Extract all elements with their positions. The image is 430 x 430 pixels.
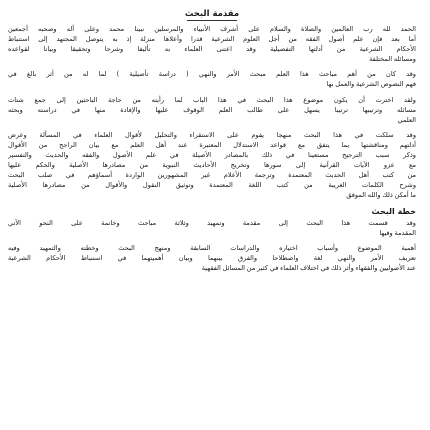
title-underline	[187, 20, 237, 21]
intro-section	[8, 24, 416, 201]
paragraph	[8, 24, 416, 64]
text-line: مع عزو الآيات القرآنية إلى سورها وتخريج الأحاديث النبوية من مصادرها الأصلية والحكم عليها	[8, 161, 416, 170]
text-line: أهمية الموضوع وأسباب اختياره والدراسات السابقة ومنهج البحث وخطته والتمهيد وفيه	[8, 243, 416, 252]
text-line: وذكر سبب الترجيح مستعينا في ذلك بالمصادر الأصيلة في علم الأصول والفقه والحديث والتفسير	[8, 151, 416, 160]
text-line: العلمي	[397, 115, 416, 124]
text-line: المقدمة وفيها	[379, 228, 416, 237]
text-line: أدلتهم ومناقشتها بما يتفق مع قواعد الاستدلال المعتبرة عند أهل العلم مع بيان الراجح من الأقوال	[8, 140, 416, 149]
text-line: وقد كان من أهم مباحث هذا العلم مبحث الأمر والنهي ( دراسة تأصيلية ) لما له من أثر بالغ في	[8, 70, 416, 79]
page-title: مقدمة البحث	[184, 9, 240, 19]
text-line: ومسائله المختلفة	[369, 55, 416, 64]
text-line: ما أمكن ذلك والله الموفق	[346, 191, 416, 200]
text-line: الأحكام الشرعية من أدلتها التفصيلية وقد اعتنى العلماء به تأليفا وشرحا وتحقيقا وبيانا لقواعده	[8, 45, 416, 54]
text-line: أما بعد فإن علم أصول الفقه من أجل العلوم الشرعية قدرا وأعلاها منزلة إذ به يتوصل المجتهد إلى استنباط	[8, 35, 416, 44]
text-line: وشرح الكلمات الغريبة من كتب اللغة المعتمدة وتوثيق النقول والأقوال من مصادرها الأصلية	[8, 181, 416, 190]
paragraph	[8, 69, 416, 89]
text-line: مسائله وترتيبها ترتيبا يسهل على طالب العلم الوقوف عليها والإفادة منها في دراسته وبحثه	[8, 105, 416, 114]
section-heading: خطة البحث	[371, 206, 416, 216]
text-line: فهم النصوص الشرعية والعمل بها	[326, 80, 416, 89]
paragraph	[8, 130, 416, 201]
text-line: وقد سلكت في هذا البحث منهجا يقوم على الاستقراء والتحليل لأقوال العلماء في المسألة وعرض	[8, 130, 416, 139]
text-line: تعريف الأمر والنهي لغة واصطلاحا والفرق بينهما وبيان أهميتهما في استنباط الأحكام الشرعية	[8, 253, 416, 262]
paragraph	[8, 95, 416, 125]
text-line: وقد قسمت هذا البحث إلى مقدمة وتمهيد وثلاثة مباحث وخاتمة على النحو الآتي	[8, 218, 416, 227]
text-line: الحمد لله رب العالمين والصلاة والسلام على أشرف الأنبياء والمرسلين نبينا محمد وعلى آله وصحبه أجمعين	[8, 25, 416, 33]
paragraph	[8, 218, 416, 238]
text-line: ولقد اخترت أن يكون موضوع هذا البحث في هذا الباب لما رأيته من حاجة الباحثين إلى جمع شتات	[8, 95, 416, 104]
plan-section	[8, 218, 416, 273]
text-line: من كتب أهل الحديث المعتمدة وترجمة الأعلام غير المشهورين الواردة أسماؤهم في صلب البحث	[8, 171, 416, 180]
paragraph	[8, 243, 416, 273]
text-line: عند الأصوليين والفقهاء وأثر ذلك في اختلاف العلماء في كثير من المسائل الفقهية	[201, 263, 416, 272]
